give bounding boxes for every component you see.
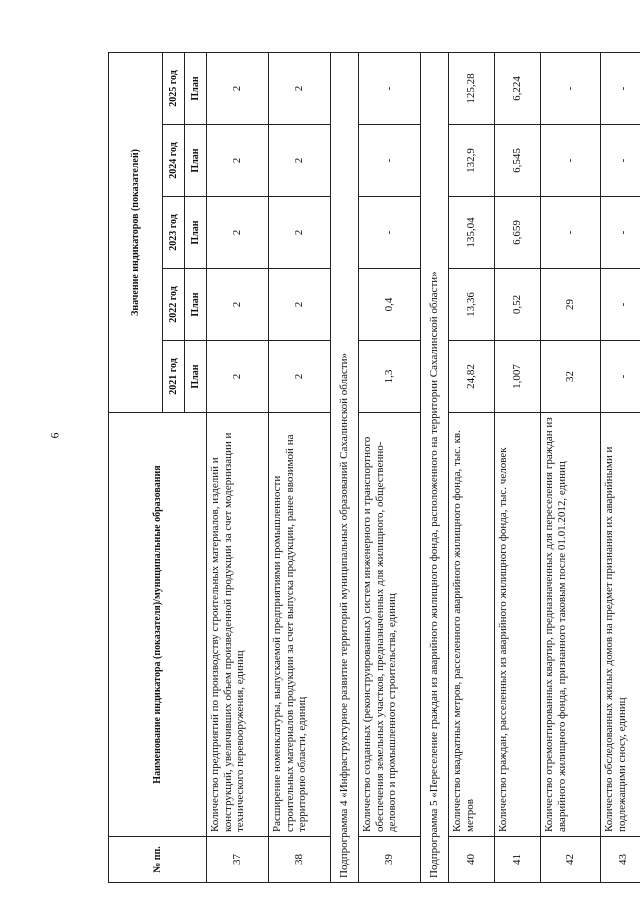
subprogram-row [421, 52, 449, 882]
row-value: 2 [207, 52, 269, 124]
subprogram-title: Подпрограмма 4 «Инфраструктурное развитие территорий муниципальных образований Сахалинской области» [331, 52, 359, 882]
row-value: 29 [541, 269, 601, 341]
row-num: 37 [207, 837, 269, 883]
row-value: 135,04 [449, 197, 495, 269]
row-name: Количество квадратных метров, расселенного аварийного жилищного фонда, тыс. кв. метров [449, 413, 495, 837]
row-name: Количество созданных (реконструированных) систем инженерного и транспортного обеспечения земельных участков, предназначенных для жилищного, общественно-делового и промышленного строительства, единиц [359, 413, 421, 837]
table-row [495, 52, 541, 882]
row-name: Количество отремонтированных квартир, предназначенных для переселения граждан из аварийного жилищного фонда, признанного таковым после 01.01.2012, единиц [541, 413, 601, 837]
row-num: 43 [601, 837, 640, 883]
row-value: - [359, 52, 421, 124]
rotated-table-container [108, 53, 630, 883]
row-value: 6,545 [495, 125, 541, 197]
row-num: 41 [495, 837, 541, 883]
header-name: Наименование индикатора (показателя)/муниципальные образования [109, 413, 207, 837]
row-num: 40 [449, 837, 495, 883]
indicators-table [108, 52, 640, 883]
header-num: № пп. [109, 837, 207, 883]
row-value: 6,224 [495, 52, 541, 124]
table-row [207, 52, 269, 882]
row-value: 2 [207, 269, 269, 341]
row-value: 2 [207, 341, 269, 413]
header-plan: План [185, 52, 207, 124]
row-value: 1,3 [359, 341, 421, 413]
row-value: 2 [269, 52, 331, 124]
subprogram-title: Подпрограмма 5 «Переселение граждан из аварийного жилищного фонда, расположенного на территории Сахалинской области» [421, 52, 449, 882]
row-name: Расширение номенклатуры, выпускаемой предприятиями промышленности строительных материалов продукции за счет выпуска продукции, ранее ввозимой на территорию области, единиц [269, 413, 331, 837]
row-value: - [601, 269, 640, 341]
row-value: - [359, 125, 421, 197]
row-value: 2 [269, 197, 331, 269]
row-name: Количество граждан, расселенных из аварийного жилищного фонда, тыс. человек [495, 413, 541, 837]
table-row [359, 52, 421, 882]
table-row [541, 52, 601, 882]
row-value: 2 [207, 197, 269, 269]
row-value: 2 [269, 341, 331, 413]
row-value: 0,52 [495, 269, 541, 341]
row-name: Количество предприятий по производству строительных материалов, изделий и конструкций, увеличивших объем произведенной продукции за счет модернизации и технического перевооружения, единиц [207, 413, 269, 837]
page-number: 6 [47, 432, 62, 439]
row-value: 13,36 [449, 269, 495, 341]
table-row [449, 52, 495, 882]
row-value: 2 [269, 269, 331, 341]
header-year: 2021 год [163, 341, 185, 413]
row-value: - [541, 197, 601, 269]
header-plan: План [185, 341, 207, 413]
header-year: 2022 год [163, 269, 185, 341]
row-value: 24,82 [449, 341, 495, 413]
row-num: 39 [359, 837, 421, 883]
row-num: 42 [541, 837, 601, 883]
row-value: - [541, 125, 601, 197]
row-num: 38 [269, 837, 331, 883]
row-value: - [601, 125, 640, 197]
row-value: - [601, 52, 640, 124]
row-value: - [359, 197, 421, 269]
subprogram-row [331, 52, 359, 882]
header-plan: План [185, 269, 207, 341]
row-value: 0,4 [359, 269, 421, 341]
row-value: - [601, 197, 640, 269]
row-value: 2 [207, 125, 269, 197]
row-value: 2 [269, 125, 331, 197]
header-year: 2024 год [163, 125, 185, 197]
row-value: - [541, 52, 601, 124]
row-value: 132,9 [449, 125, 495, 197]
row-name: Количество обследованных жилых домов на предмет признания их аварийными и подлежащими сносу, единиц [601, 413, 640, 837]
row-value: 125,28 [449, 52, 495, 124]
table-row [269, 52, 331, 882]
row-value: - [601, 341, 640, 413]
row-value: 1,007 [495, 341, 541, 413]
header-year: 2025 год [163, 52, 185, 124]
table-row [601, 52, 640, 882]
row-value: 32 [541, 341, 601, 413]
header-plan: План [185, 197, 207, 269]
header-year: 2023 год [163, 197, 185, 269]
header-plan: План [185, 125, 207, 197]
header-values: Значение индикаторов (показателей) [109, 52, 163, 412]
row-value: 6,659 [495, 197, 541, 269]
